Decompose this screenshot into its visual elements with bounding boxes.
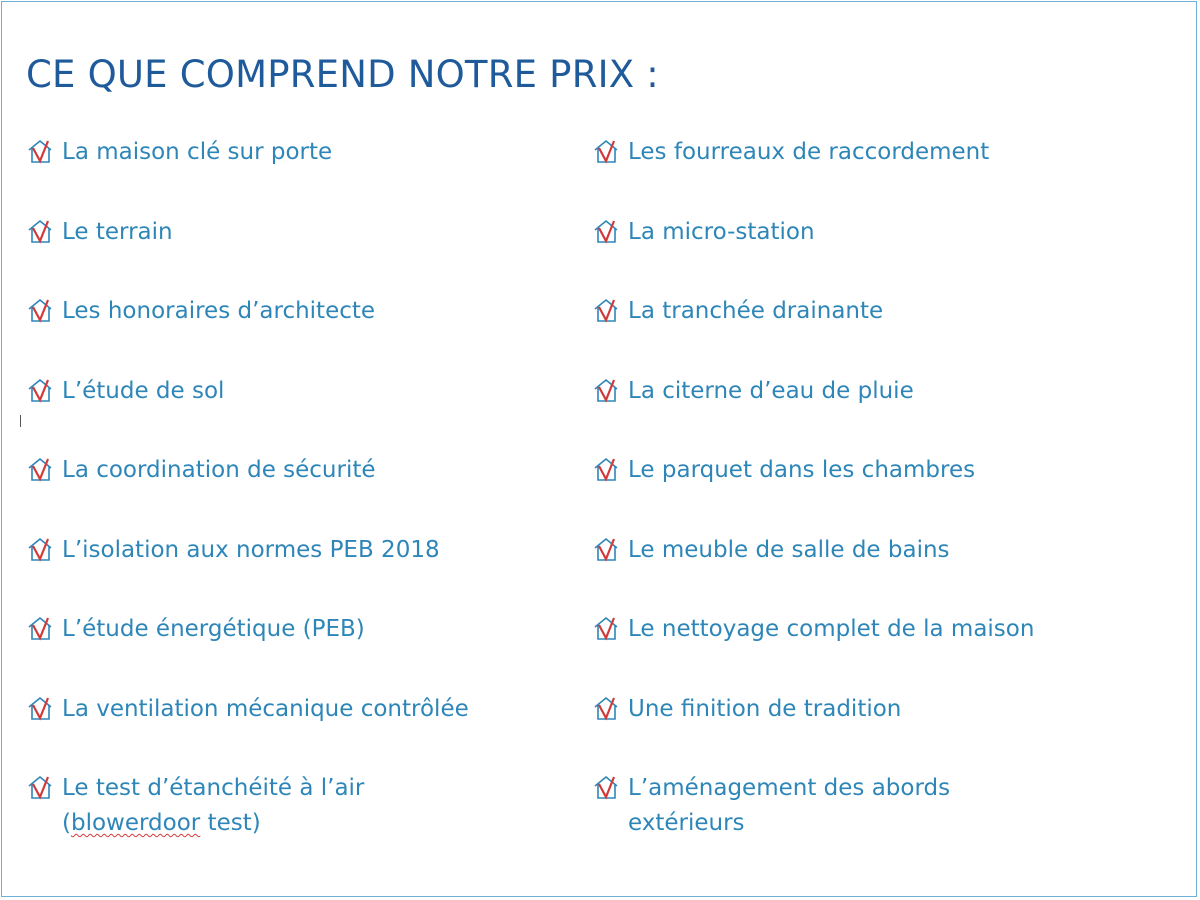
item-label: La micro-station bbox=[628, 218, 815, 245]
item-label: La citerne d’eau de pluie bbox=[628, 377, 914, 404]
list-item bbox=[26, 533, 566, 613]
item-label: Les fourreaux de raccordement bbox=[628, 139, 990, 165]
list-item bbox=[592, 771, 1172, 851]
list-item bbox=[592, 294, 1172, 374]
list-item bbox=[592, 692, 1172, 772]
house-checkmark-icon bbox=[592, 696, 622, 722]
house-checkmark-icon bbox=[26, 378, 56, 404]
item-label: Le nettoyage complet de la maison bbox=[628, 616, 1035, 642]
item-label: L’étude énergétique (PEB) bbox=[62, 616, 365, 642]
included-items-right-list bbox=[592, 135, 1172, 851]
house-checkmark-icon bbox=[26, 457, 56, 483]
house-checkmark-icon bbox=[26, 298, 56, 324]
item-label: La ventilation mécanique contrôlée bbox=[62, 695, 469, 722]
house-checkmark-icon bbox=[26, 219, 56, 245]
item-label: L’isolation aux normes PEB 2018 bbox=[62, 536, 440, 563]
house-checkmark-icon bbox=[26, 775, 56, 801]
included-items-left-list bbox=[26, 135, 566, 851]
house-checkmark-icon bbox=[592, 775, 622, 801]
item-label-line1: L’aménagement des abords bbox=[628, 775, 951, 801]
list-item bbox=[592, 135, 1172, 215]
list-item bbox=[26, 215, 566, 295]
list-item bbox=[26, 771, 566, 851]
paren-open: ( bbox=[62, 810, 71, 836]
document-page bbox=[1, 1, 1197, 897]
label-rest: test) bbox=[200, 810, 261, 836]
item-label: La coordination de sécurité bbox=[62, 457, 376, 483]
list-item bbox=[26, 453, 566, 533]
house-checkmark-icon bbox=[592, 378, 622, 404]
item-label: La maison clé sur porte bbox=[62, 139, 333, 165]
list-item bbox=[592, 533, 1172, 613]
house-checkmark-icon bbox=[592, 537, 622, 563]
list-item bbox=[26, 294, 566, 374]
list-item bbox=[592, 453, 1172, 533]
list-item bbox=[26, 374, 566, 454]
house-checkmark-icon bbox=[592, 298, 622, 324]
list-item bbox=[26, 692, 566, 772]
page-title: CE QUE COMPREND NOTRE PRIX : bbox=[26, 53, 659, 96]
house-checkmark-icon bbox=[592, 219, 622, 245]
list-item bbox=[592, 215, 1172, 295]
item-label: Le meuble de salle de bains bbox=[628, 536, 950, 563]
house-checkmark-icon bbox=[26, 696, 56, 722]
list-item bbox=[592, 612, 1172, 692]
house-checkmark-icon bbox=[592, 139, 622, 165]
item-label-line2: extérieurs bbox=[628, 810, 745, 836]
item-label-line2 bbox=[62, 806, 566, 841]
item-label: Les honoraires d’architecte bbox=[62, 298, 376, 324]
house-checkmark-icon bbox=[592, 616, 622, 642]
spellcheck-flagged-word[interactable]: blowerdoor bbox=[70, 810, 201, 836]
text-cursor bbox=[20, 415, 21, 427]
item-label-line1: Le test d’étanchéité à l’air bbox=[62, 775, 365, 801]
item-label: Le parquet dans les chambres bbox=[628, 457, 976, 483]
house-checkmark-icon bbox=[26, 616, 56, 642]
list-item bbox=[26, 612, 566, 692]
item-label: Le terrain bbox=[62, 218, 173, 245]
list-item bbox=[26, 135, 566, 215]
item-label: La tranchée drainante bbox=[628, 298, 884, 324]
house-checkmark-icon bbox=[592, 457, 622, 483]
house-checkmark-icon bbox=[26, 139, 56, 165]
house-checkmark-icon bbox=[26, 537, 56, 563]
item-label: Une finition de tradition bbox=[628, 695, 902, 722]
item-label: L’étude de sol bbox=[62, 377, 225, 404]
list-item bbox=[592, 374, 1172, 454]
